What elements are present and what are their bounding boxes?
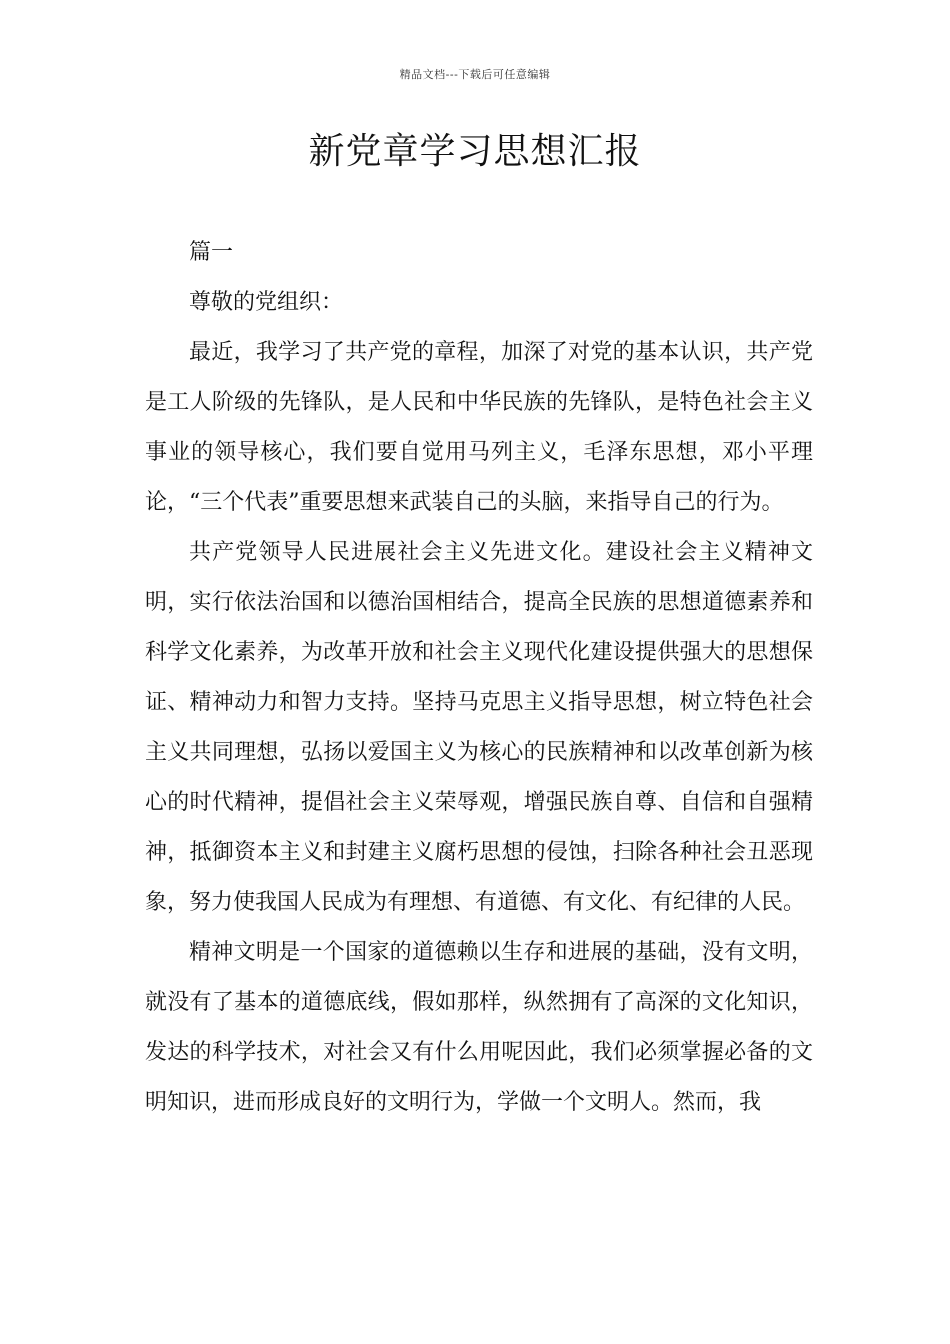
- document-title: 新党章学习思想汇报: [308, 131, 642, 172]
- header-watermark: 精品文档---下载后可任意编辑: [399, 68, 551, 81]
- section-label: 篇一: [189, 240, 234, 265]
- paragraph: 共产党领导人民进展社会主义先进文化。建设社会主义精神文明，实行依法治国和以德治国相结合，提高全民族的思想道德素养和科学文化素养，为改革开放和社会主义现代化建设提供强大的思想保证、精神动力和智力支持。坚持马克思主义指导思想，树立特色社会主义共同理想，弘扬以爱国主义为核心的民族精神和以改革创新为核心的时代精神，提倡社会主义荣辱观，增强民族自尊、自信和自强精神，抵御资本主义和封建主义腐朽思想的侵蚀，扫除各种社会丑恶现象，努力使我国人民成为有理想、有道德、有文化、有纪律的人民。: [145, 540, 813, 915]
- paragraph: 最近，我学习了共产党的章程，加深了对党的基本认识，共产党是工人阶级的先锋队，是人民和中华民族的先锋队，是特色社会主义事业的领导核心，我们要自觉用马列主义，毛泽东思想，邓小平理论，“三个代表”重要思想来武装自己的头脑，来指导自己的行为。: [145, 340, 813, 515]
- salutation: 尊敬的党组织：: [189, 290, 344, 315]
- paragraph: 精神文明是一个国家的道德赖以生存和进展的基础，没有文明，就没有了基本的道德底线，假如那样，纵然拥有了高深的文化知识，发达的科学技术，对社会又有什么用呢因此，我们必须掌握必备的文明知识，进而形成良好的文明行为，学做一个文明人。然而，我: [145, 940, 813, 1115]
- document-body: [145, 228, 813, 1128]
